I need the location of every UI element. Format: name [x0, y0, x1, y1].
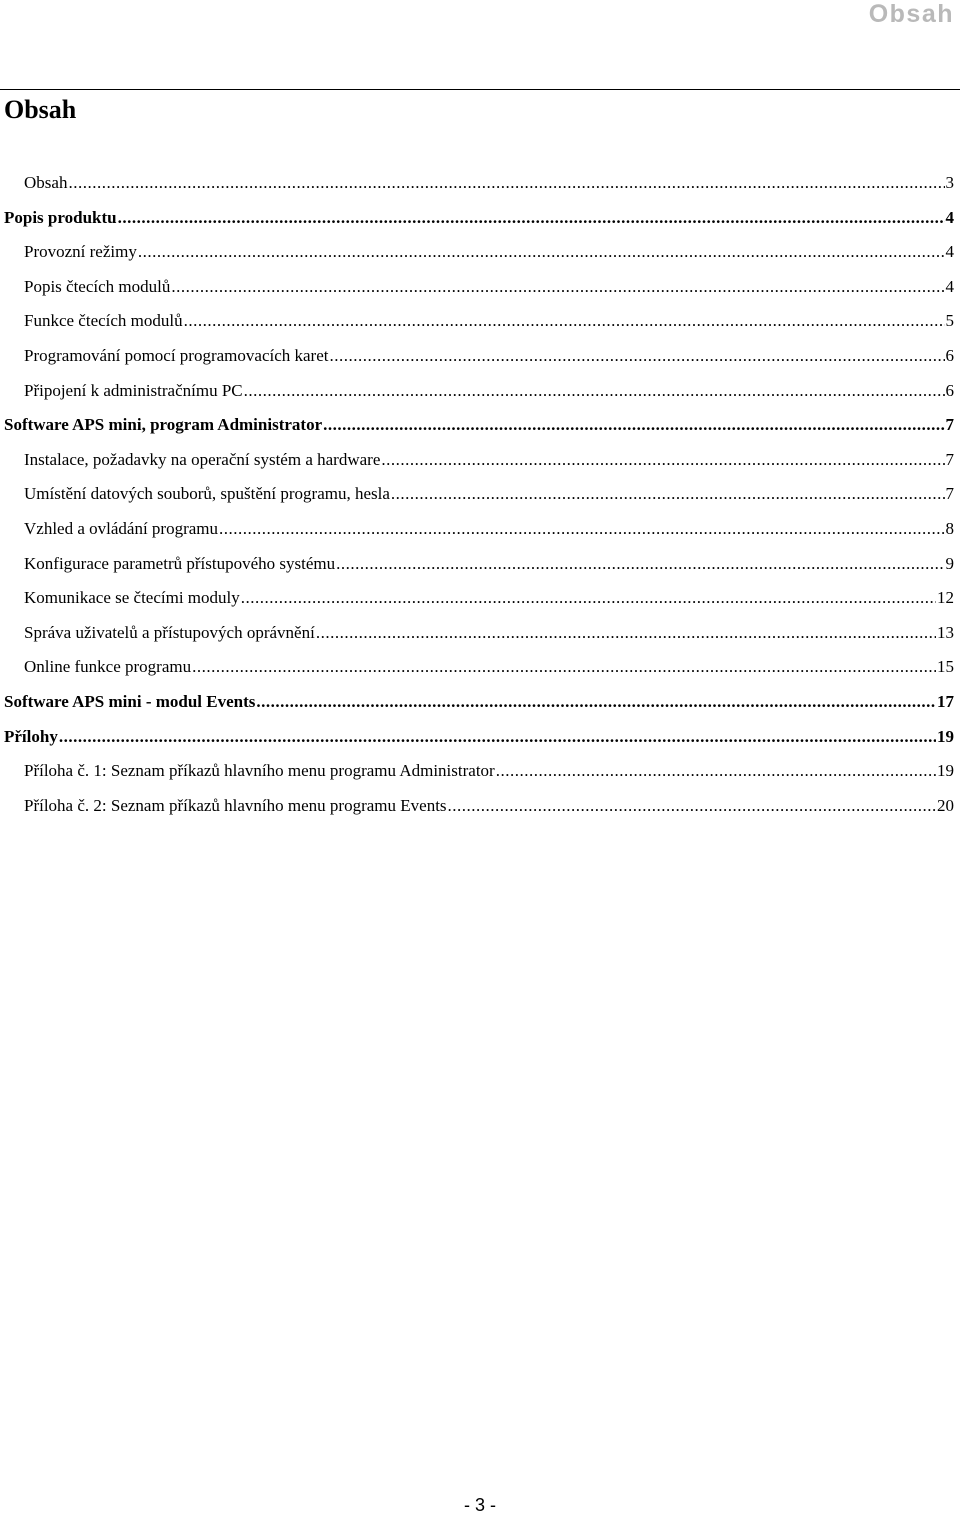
toc-entry-page: 6 [945, 345, 954, 365]
toc-entry-title: Příloha č. 1: Seznam příkazů hlavního menu programu Administrator [24, 761, 495, 781]
toc-entry-page: 3 [945, 173, 954, 192]
toc-dot-leader [448, 789, 936, 824]
toc-entry-page: 19 [937, 726, 954, 746]
toc-entry[interactable] [0, 166, 954, 201]
toc-entry[interactable] [0, 443, 954, 478]
toc-entry-page: 8 [945, 518, 954, 538]
toc-dot-leader [192, 650, 936, 685]
toc-dot-leader [59, 720, 936, 755]
toc-entry-title: Správa uživatelů a přístupových oprávnění [24, 622, 315, 642]
toc-entry-title: Komunikace se čtecími moduly [24, 588, 240, 608]
toc-entry[interactable] [0, 304, 954, 339]
toc-dot-leader [219, 512, 944, 547]
toc-entry-title: Vzhled a ovládání programu [24, 518, 219, 538]
page-title: Obsah [4, 95, 77, 124]
table-of-contents [0, 166, 954, 823]
toc-dot-leader [241, 581, 936, 616]
toc-entry-page: 6 [945, 380, 954, 400]
toc-entry-title: Software APS mini - modul Events [4, 691, 256, 711]
toc-entry-page: 20 [937, 795, 954, 815]
toc-entry-page: 7 [945, 484, 954, 504]
toc-dot-leader [496, 754, 936, 789]
toc-dot-leader [118, 201, 945, 236]
toc-entry-page: 9 [945, 553, 954, 573]
toc-entry-title: Konfigurace parametrů přístupového systému [24, 553, 336, 573]
toc-entry-title: Provozní režimy [24, 242, 137, 262]
toc-entry-title: Umístění datových souborů, spuštění programu, hesla [24, 484, 390, 504]
toc-dot-leader [184, 304, 945, 339]
toc-entry-page: 4 [945, 242, 954, 262]
toc-entry-page: 5 [945, 311, 954, 331]
toc-entry[interactable] [0, 789, 954, 824]
toc-dot-leader [171, 270, 944, 305]
toc-entry[interactable] [0, 512, 954, 547]
toc-entry-page: 19 [937, 761, 954, 781]
toc-entry-title: Software APS mini, program Administrator [4, 415, 323, 435]
toc-entry-title: Funkce čtecích modulů [24, 311, 183, 331]
toc-entry[interactable] [0, 339, 954, 374]
toc-entry-page: 13 [937, 622, 954, 642]
toc-dot-leader [323, 408, 944, 443]
toc-entry-title: Připojení k administračnímu PC [24, 380, 243, 400]
toc-dot-leader [244, 374, 945, 409]
toc-entry-page: 4 [945, 276, 954, 296]
toc-entry[interactable] [0, 720, 954, 755]
toc-entry-page: 7 [945, 415, 954, 435]
toc-dot-leader [391, 477, 945, 512]
toc-entry-page: 15 [937, 657, 954, 677]
toc-entry-page: 17 [937, 691, 954, 711]
toc-entry-page: 4 [945, 207, 954, 227]
toc-entry[interactable] [0, 477, 954, 512]
toc-entry[interactable] [0, 270, 954, 305]
toc-entry-title: Obsah [24, 173, 68, 192]
header-rule [0, 89, 960, 90]
toc-entry[interactable] [0, 685, 954, 720]
toc-entry-title: Popis produktu [4, 207, 117, 227]
toc-entry[interactable] [0, 408, 954, 443]
toc-dot-leader [336, 547, 944, 582]
toc-entry-title: Přílohy [4, 726, 58, 746]
toc-entry-title: Online funkce programu [24, 657, 192, 677]
toc-entry-title: Instalace, požadavky na operační systém a hardware [24, 449, 381, 469]
running-header: Obsah [868, 0, 954, 28]
toc-entry[interactable] [0, 650, 954, 685]
page-number: - 3 - [463, 1495, 496, 1515]
toc-entry[interactable] [0, 201, 954, 236]
toc-entry[interactable] [0, 374, 954, 409]
toc-entry[interactable] [0, 754, 954, 789]
toc-entry-page: 12 [937, 588, 954, 608]
toc-entry[interactable] [0, 547, 954, 582]
toc-dot-leader [68, 166, 944, 201]
toc-dot-leader [381, 443, 944, 478]
toc-entry[interactable] [0, 235, 954, 270]
toc-dot-leader [329, 339, 944, 374]
toc-dot-leader [138, 235, 945, 270]
toc-entry-title: Příloha č. 2: Seznam příkazů hlavního menu programu Events [24, 795, 447, 815]
toc-entry-title: Popis čtecích modulů [24, 276, 171, 296]
toc-dot-leader [256, 685, 936, 720]
toc-entry-page: 7 [945, 449, 954, 469]
toc-entry[interactable] [0, 616, 954, 651]
toc-entry-title: Programování pomocí programovacích karet [24, 345, 329, 365]
toc-entry[interactable] [0, 581, 954, 616]
toc-dot-leader [316, 616, 936, 651]
